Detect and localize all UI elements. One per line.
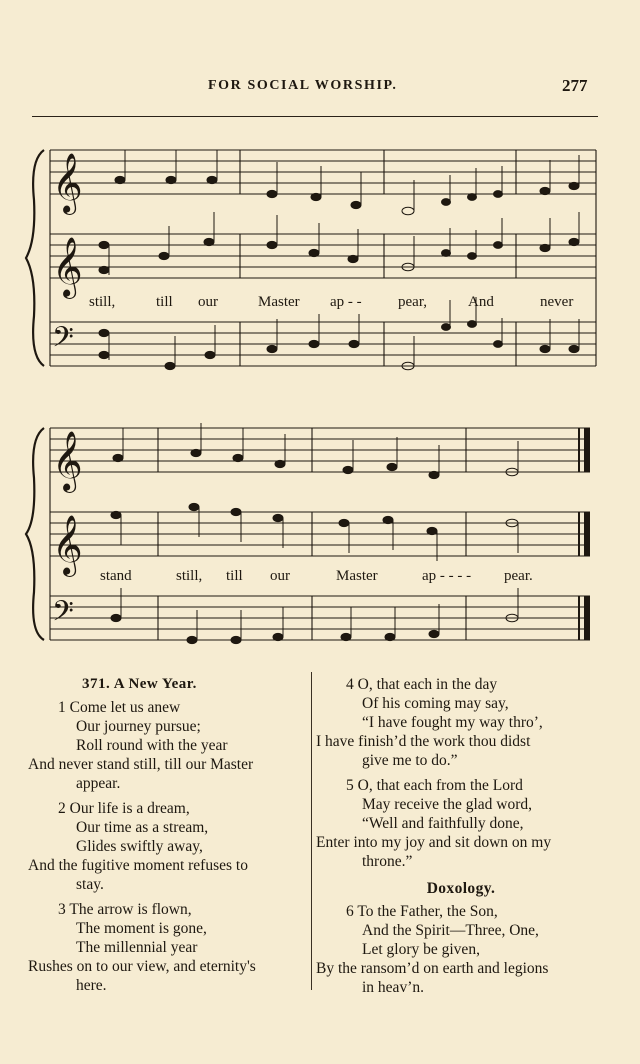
lyric-syllable: pear, xyxy=(398,294,427,310)
system1-bass-staff xyxy=(50,322,596,366)
verse-line: O, that each from the Lord xyxy=(357,777,523,794)
verse-line: “Well and faithfully done, xyxy=(362,815,524,832)
hymn-number: 371. xyxy=(82,676,111,692)
verse-line: Glides swiftly away, xyxy=(76,838,203,855)
verse xyxy=(28,698,308,793)
verse xyxy=(316,675,606,770)
hymn-title: A New Year. xyxy=(113,676,197,692)
verse xyxy=(316,902,606,997)
verse xyxy=(28,799,308,894)
verse-line: here. xyxy=(76,977,107,994)
verse-line: appear. xyxy=(76,775,121,792)
verse-number: 5 xyxy=(346,777,354,794)
system1-alto-staff xyxy=(50,234,596,278)
verse-line: give me to do.” xyxy=(362,752,458,769)
verse-line: Come let us anew xyxy=(69,699,181,716)
verse-number: 2 xyxy=(58,800,66,817)
verse-line: “I have fought my way thro’, xyxy=(362,714,543,731)
verse xyxy=(316,776,606,871)
verse-line: I have finish’d the work thou didst xyxy=(316,733,531,750)
verse xyxy=(28,900,308,995)
verse-line: O, that each in the day xyxy=(357,676,498,693)
svg-text:𝄞: 𝄞 xyxy=(52,431,83,491)
system2-notes xyxy=(111,423,518,644)
lyric-syllable: still, xyxy=(89,294,116,310)
verse-line: And the fugitive moment refuses to xyxy=(28,857,248,874)
verse-line: Rushes on to our view, and eternity's xyxy=(28,958,256,975)
svg-text:𝄞: 𝄞 xyxy=(52,237,83,297)
verse-number: 4 xyxy=(346,676,354,693)
lyric-syllable: never xyxy=(540,294,574,310)
verse-line: To the Father, the Son, xyxy=(357,903,498,920)
verse-line: Let glory be given, xyxy=(362,941,480,958)
hymn-right-column xyxy=(316,675,606,997)
verse-number: 1 xyxy=(58,699,66,716)
svg-text:𝄞: 𝄞 xyxy=(52,515,83,575)
hymn-left-column xyxy=(28,675,308,995)
svg-text:𝄢: 𝄢 xyxy=(52,321,74,361)
verse-number: 6 xyxy=(346,903,354,920)
verse-line: stay. xyxy=(76,876,104,893)
svg-text:𝄞: 𝄞 xyxy=(52,153,83,213)
lyric-syllable: Master xyxy=(336,568,378,584)
doxology-title: Doxology. xyxy=(426,880,496,897)
system-braces xyxy=(26,150,44,640)
final-barlines xyxy=(578,428,590,640)
verse-line: The millennial year xyxy=(76,939,198,956)
lyric-syllable: till xyxy=(226,568,243,584)
lyric-syllable: still, xyxy=(176,568,203,584)
verse-line: Our time as a stream, xyxy=(76,819,209,836)
hymn-heading xyxy=(28,675,308,694)
page-number: 277 xyxy=(562,76,588,95)
verse-line: Roll round with the year xyxy=(76,737,228,754)
verse-line: Of his coming may say, xyxy=(362,695,509,712)
svg-text:𝄢: 𝄢 xyxy=(52,595,74,635)
verse-line: throne.” xyxy=(362,853,413,870)
lyric-syllable: stand xyxy=(100,568,132,584)
verse-line: in heav’n. xyxy=(362,979,424,996)
system2-treble-staff xyxy=(50,428,590,472)
running-head: FOR SOCIAL WORSHIP. xyxy=(208,78,398,93)
system2-bass-staff xyxy=(50,596,590,640)
lyric-syllable: Master xyxy=(258,294,300,310)
verse-line: Our journey pursue; xyxy=(76,718,201,735)
lyric-syllable: till xyxy=(156,294,173,310)
lyric-syllable: ap - - xyxy=(330,294,362,310)
lyric-syllable: ap - - - - xyxy=(422,568,472,584)
verse-line: Enter into my joy and sit down on my xyxy=(316,834,552,851)
system2-alto-staff xyxy=(50,512,590,556)
verse-line: And never stand still, till our Master xyxy=(28,756,254,773)
verse-number: 3 xyxy=(58,901,66,918)
column-divider xyxy=(311,672,312,990)
verse-line: And the Spirit—Three, One, xyxy=(362,922,539,939)
verse-line: Our life is a dream, xyxy=(69,800,190,817)
clefs xyxy=(52,153,83,635)
verse-line: The moment is gone, xyxy=(76,920,207,937)
lyric-syllable: pear. xyxy=(504,568,533,584)
verse-line: The arrow is flown, xyxy=(69,901,192,918)
lyric-syllable: our xyxy=(198,294,218,310)
lyric-syllable: And xyxy=(468,294,494,310)
verse-line: May receive the glad word, xyxy=(362,796,533,813)
verse-line: By the ransom’d on earth and legions xyxy=(316,960,549,977)
lyric-syllable: our xyxy=(270,568,290,584)
system1-treble-staff xyxy=(50,150,596,194)
